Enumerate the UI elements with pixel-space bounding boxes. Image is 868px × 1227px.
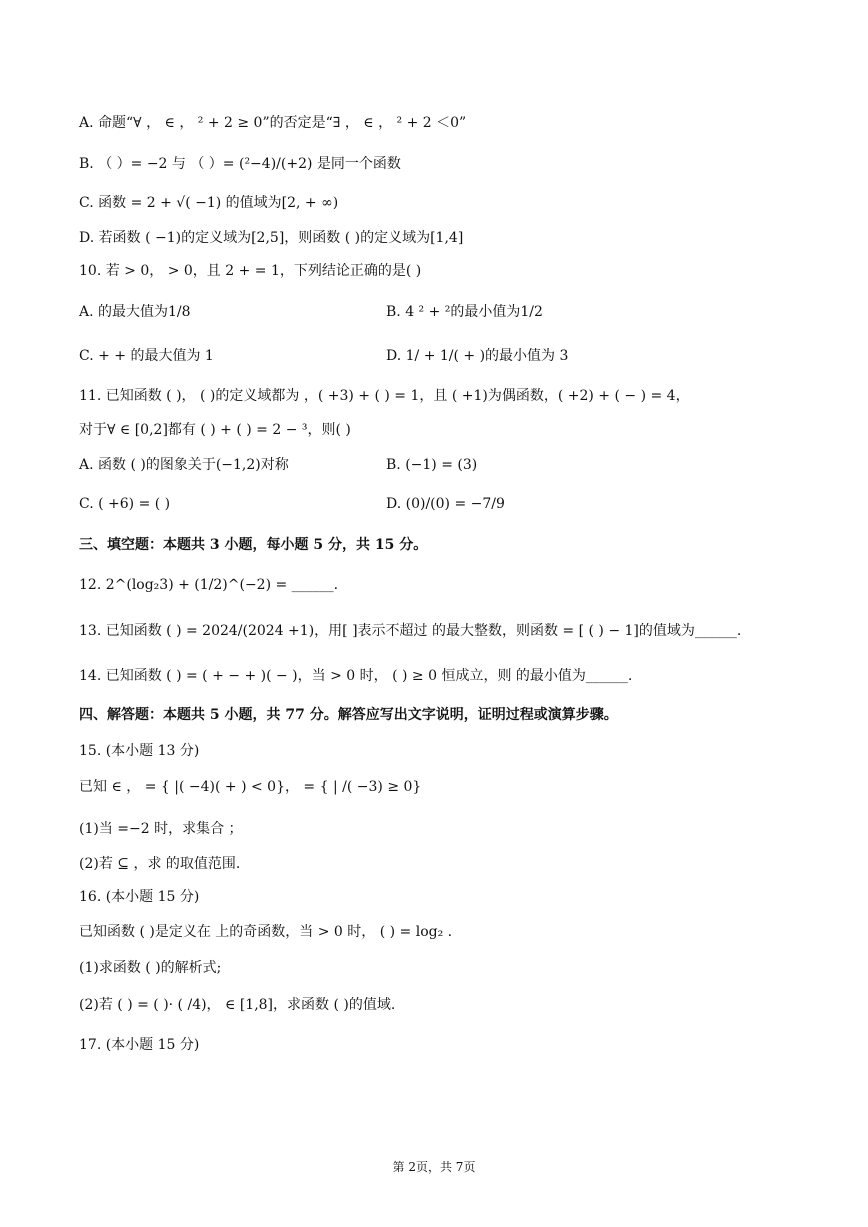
question-15-part-2: (2)若 ⊆ ，求 的取值范围. xyxy=(79,856,241,872)
question-16-given: 已知函数 ( )是定义在 上的奇函数，当 > 0 时， ( ) = log₂ . xyxy=(79,924,453,940)
question-13: 13. 已知函数 ( ) = 2024/(2024 +1)，用[ ]表示不超过 的最大整数，则函数 = [ ( ) − 1]的值域为______. xyxy=(79,623,742,639)
page-footer: 第 2页，共 7页 xyxy=(392,1160,476,1174)
q11-option-a: A. 函数 ( )的图象关于(−1,2)对称 xyxy=(79,457,289,473)
q10-option-b: B. 4 ² + ²的最小值为1/2 xyxy=(386,304,543,320)
question-11-line-1: 11. 已知函数 ( )， ( )的定义域都为 ，( +3) + ( ) = 1，且 ( +1)为偶函数，( +2) + ( − ) = 4， xyxy=(79,388,690,404)
question-17-title: 17. (本小题 15 分) xyxy=(79,1037,200,1053)
question-16-part-2: (2)若 ( ) = ( )· ( /4)， ∈ [1,8]，求函数 ( )的值域. xyxy=(79,997,396,1013)
question-12: 12. 2^(log₂3) + (1/2)^(−2) = ______. xyxy=(79,577,339,593)
question-15-part-1: (1)当 =−2 时，求集合 ； xyxy=(79,821,243,837)
line-9c: C. 函数 = 2 + √( −1) 的值域为[2, + ∞) xyxy=(79,195,339,211)
line-9d: D. 若函数 ( −1)的定义域为[2,5]，则函数 ( )的定义域为[1,4] xyxy=(79,230,464,246)
question-14: 14. 已知函数 ( ) = ( + − + )( − )，当 > 0 时， ( ) ≥ 0 恒成立，则 的最小值为______. xyxy=(79,668,633,684)
section-fill-in-heading: 三、填空题：本题共 3 小题，每小题 5 分，共 15 分。 xyxy=(79,537,428,553)
question-10: 10. 若 > 0， > 0，且 2 + = 1，下列结论正确的是( ) xyxy=(79,263,422,279)
q10-option-c: C. + + 的最大值为 1 xyxy=(79,348,214,364)
question-16-part-1: (1)求函数 ( )的解析式; xyxy=(79,960,222,976)
question-11-line-2: 对于∀ ∈ [0,2]都有 ( ) + ( ) = 2 − ³，则( ) xyxy=(79,422,351,438)
question-15-given: 已知 ∈ ， = { |( −4)( + ) < 0}， = { | /( −3) ≥ 0} xyxy=(79,779,422,795)
question-16-title: 16. (本小题 15 分) xyxy=(79,889,200,905)
q11-option-c: C. ( +6) = ( ) xyxy=(79,496,171,512)
section-solve-heading: 四、解答题：本题共 5 小题，共 77 分。解答应写出文字说明，证明过程或演算步骤。 xyxy=(79,707,618,723)
line-9b: B. （ ）= −2 与 （ ）= (²−4)/(+2) 是同一个函数 xyxy=(79,156,401,172)
line-9a: A. 命题“∀ ， ∈ ， ² + 2 ≥ 0”的否定是“∃ ， ∈ ， ² + 2 ＜0” xyxy=(79,115,467,131)
q11-option-d: D. (0)/(0) = −7/9 xyxy=(386,496,505,512)
q11-option-b: B. (−1) = (3) xyxy=(386,457,478,473)
q10-option-a: A. 的最大值为1/8 xyxy=(79,304,191,320)
question-15-title: 15. (本小题 13 分) xyxy=(79,743,200,759)
q10-option-d: D. 1/ + 1/( + )的最小值为 3 xyxy=(386,348,569,364)
